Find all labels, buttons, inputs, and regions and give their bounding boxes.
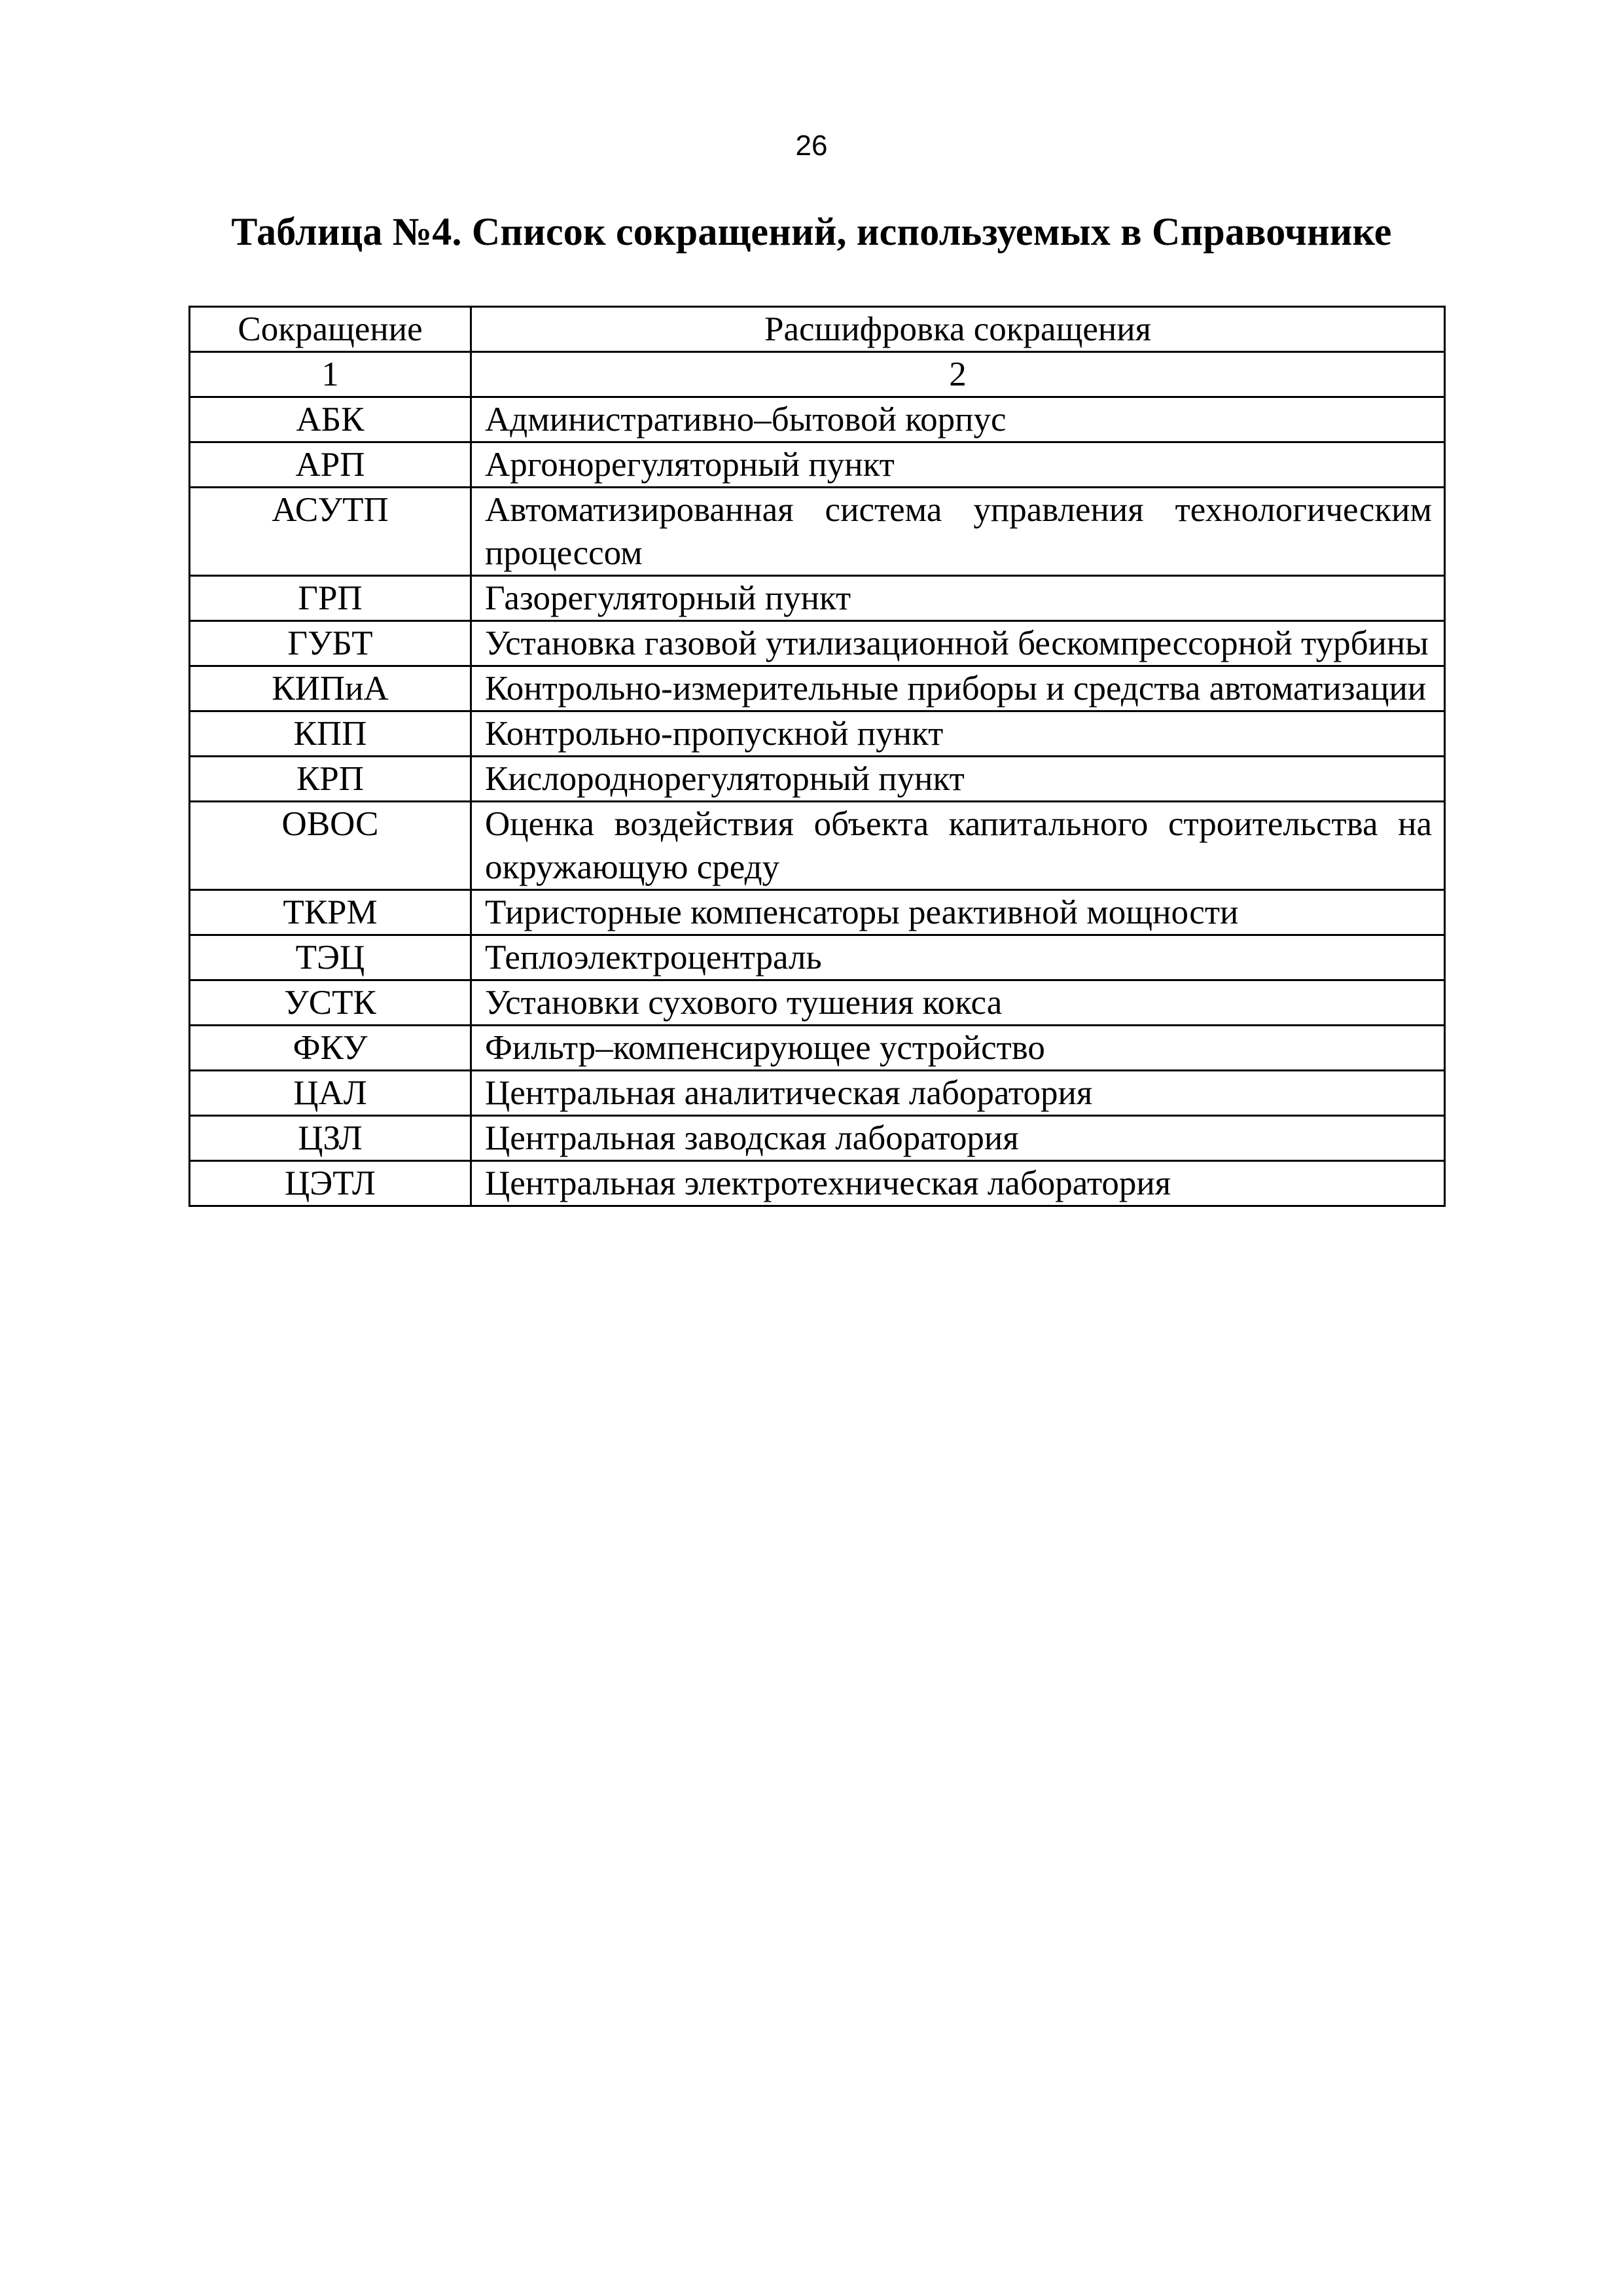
table-row [190, 802, 1445, 890]
abbreviation-cell: АСУТП [190, 488, 471, 576]
description-cell: Установка газовой утилизационной бескомпрессорной турбины [471, 621, 1445, 666]
header-description: Расшифровка сокращения [471, 307, 1445, 352]
table-row [190, 621, 1445, 666]
abbreviation-cell: АРП [190, 442, 471, 488]
abbreviation-cell: ТКРМ [190, 890, 471, 935]
table-title: Таблица №4. Список сокращений, используемых в Справочнике [231, 210, 1392, 253]
table-row [190, 442, 1445, 488]
abbreviation-cell: ГУБТ [190, 621, 471, 666]
abbreviation-cell: ФКУ [190, 1026, 471, 1071]
table-row [190, 1116, 1445, 1161]
table-row [190, 980, 1445, 1026]
column-number-1: 1 [190, 352, 471, 397]
description-cell: Автоматизированная система управления технологическим процессом [471, 488, 1445, 576]
table-row [190, 488, 1445, 576]
table-row [190, 711, 1445, 757]
description-cell: Контрольно-пропускной пункт [471, 711, 1445, 757]
abbreviation-cell: ОВОС [190, 802, 471, 890]
table-row [190, 576, 1445, 621]
table-row [190, 757, 1445, 802]
header-abbreviation: Сокращение [190, 307, 471, 352]
description-cell: Установки сухового тушения кокса [471, 980, 1445, 1026]
table-numbering-row [190, 352, 1445, 397]
table-row [190, 1026, 1445, 1071]
abbreviation-cell: КПП [190, 711, 471, 757]
column-number-2: 2 [471, 352, 1445, 397]
description-cell: Аргонорегуляторный пункт [471, 442, 1445, 488]
description-cell: Центральная аналитическая лаборатория [471, 1071, 1445, 1116]
description-cell: Центральная электротехническая лаборатория [471, 1161, 1445, 1206]
abbreviation-cell: ЦЗЛ [190, 1116, 471, 1161]
description-cell: Теплоэлектроцентраль [471, 935, 1445, 980]
description-cell: Кислороднорегуляторный пункт [471, 757, 1445, 802]
table-row [190, 935, 1445, 980]
table-row [190, 1161, 1445, 1206]
table-row [190, 397, 1445, 442]
description-cell: Фильтр–компенсирующее устройство [471, 1026, 1445, 1071]
description-cell: Тиристорные компенсаторы реактивной мощности [471, 890, 1445, 935]
abbreviations-table [188, 306, 1446, 1207]
abbreviation-cell: КРП [190, 757, 471, 802]
description-cell: Административно–бытовой корпус [471, 397, 1445, 442]
table-header-row [190, 307, 1445, 352]
table-row [190, 890, 1445, 935]
abbreviation-cell: ГРП [190, 576, 471, 621]
description-cell: Оценка воздействия объекта капитального строительства на окружающую среду [471, 802, 1445, 890]
description-cell: Контрольно-измерительные приборы и средства автоматизации [471, 666, 1445, 711]
page-number: 26 [795, 130, 828, 162]
abbreviation-cell: ЦЭТЛ [190, 1161, 471, 1206]
abbreviation-cell: УСТК [190, 980, 471, 1026]
abbreviation-cell: КИПиА [190, 666, 471, 711]
description-cell: Центральная заводская лаборатория [471, 1116, 1445, 1161]
table-row [190, 666, 1445, 711]
table-row [190, 1071, 1445, 1116]
abbreviation-cell: АБК [190, 397, 471, 442]
abbreviation-cell: ЦАЛ [190, 1071, 471, 1116]
description-cell: Газорегуляторный пункт [471, 576, 1445, 621]
abbreviation-cell: ТЭЦ [190, 935, 471, 980]
